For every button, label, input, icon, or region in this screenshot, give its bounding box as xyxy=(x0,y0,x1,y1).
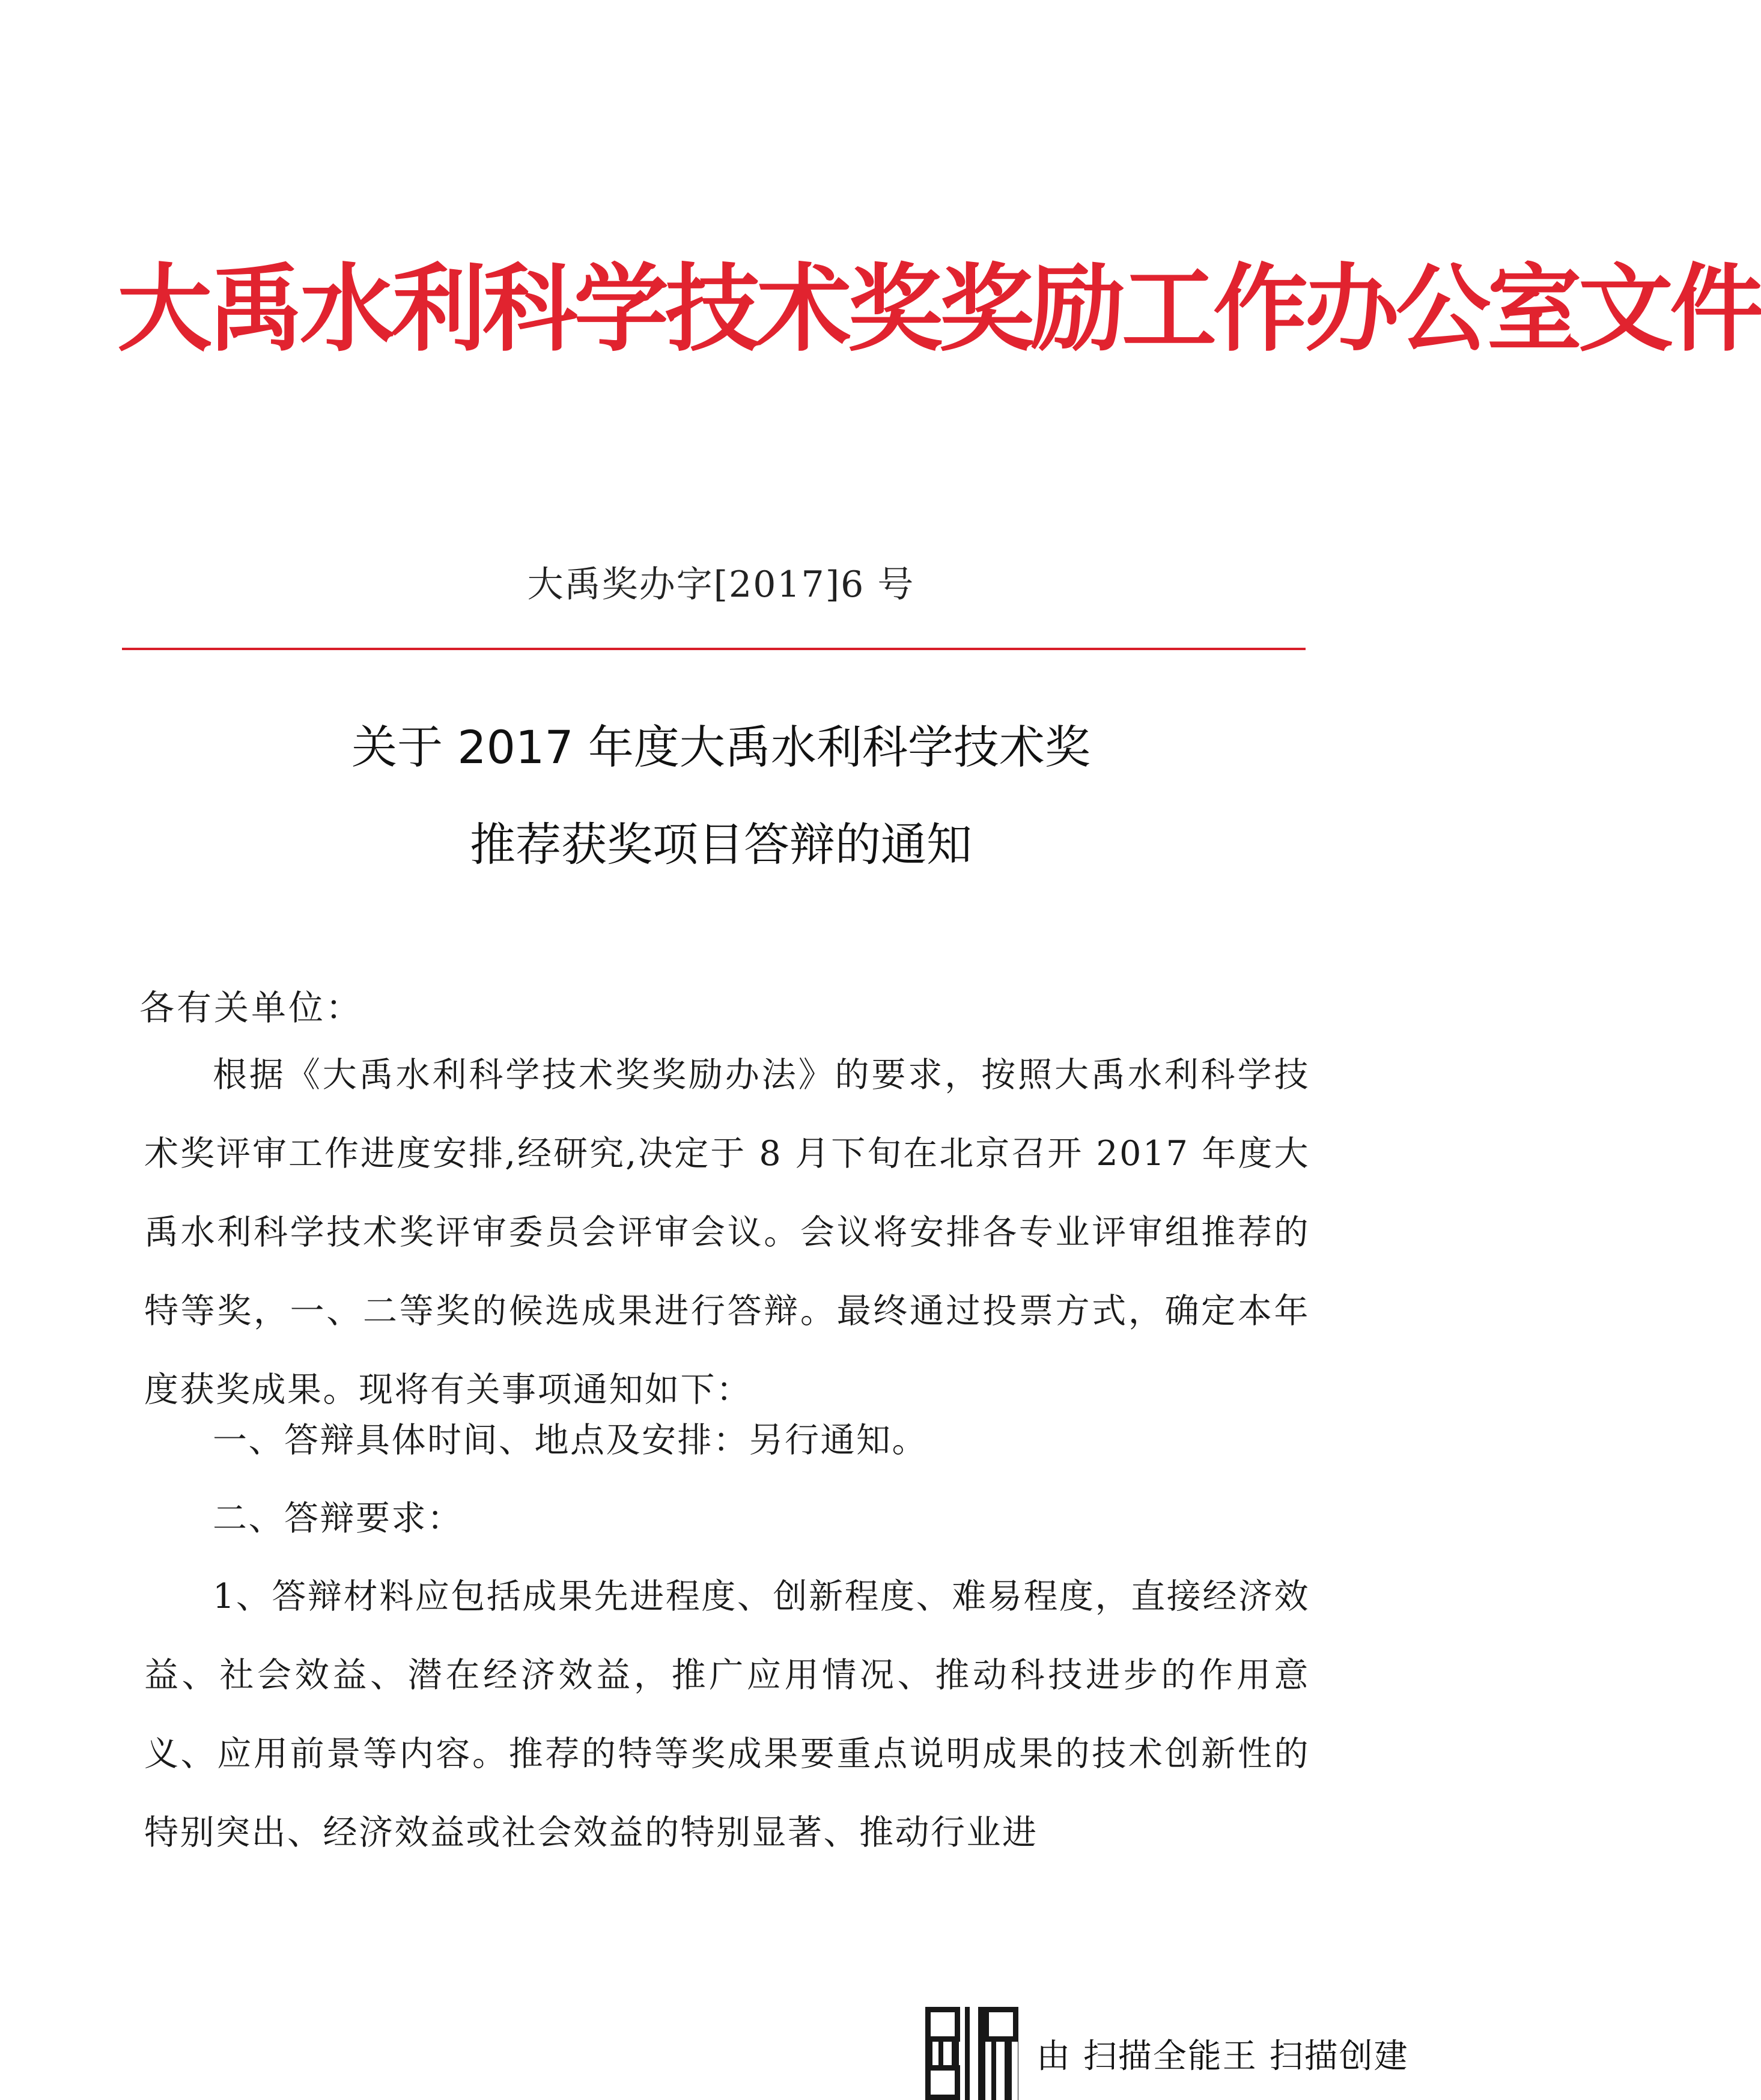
body-item-1: 一、答辩具体时间、地点及安排：另行通知。 xyxy=(213,1420,928,1460)
notice-title-line-1: 关于 2017 年度大禹水利科学技术奖 xyxy=(351,720,1090,774)
body-paragraph-3: 1、答辩材料应包括成果先进程度、创新程度、难易程度，直接经济效益、社会效益、潜在经济效益，推广应用情况、推动科技进步的作用意义、应用前景等内容。推荐的特等奖成果要重点说明成果的技术创新性的特别突出、经济效益或社会效益的特别显著、推动行业进 xyxy=(144,1577,1310,1852)
red-divider-line xyxy=(122,648,1306,650)
document-number: 大禹奖办字[2017]6 号 xyxy=(527,564,915,606)
scanner-watermark xyxy=(925,2007,1409,2100)
scanner-credit-text: 由 扫描全能王 扫描创建 xyxy=(1036,2036,1409,2076)
org-header-title: 大禹水利科学技术奖奖励工作办公室文件 xyxy=(117,254,1761,365)
body-item-2: 二、答辩要求： xyxy=(213,1499,463,1538)
salutation: 各有关单位： xyxy=(139,987,363,1028)
notice-title-line-2: 推荐获奖项目答辩的通知 xyxy=(470,818,972,871)
body-paragraph-1: 根据《大禹水利科学技术奖奖励办法》的要求，按照大禹水利科学技术奖评审工作进度安排,经研究,决定于 8 月下旬在北京召开 2017 年度大禹水利科学技术奖评审委员会评审会议。会议将安排各专业评审组推荐的特等奖，一、二等奖的候选成果进行答辩。最终通过投票方式，确定本年度获奖成果。现将有关事项通知如下： xyxy=(144,1055,1310,1410)
qr-code-icon xyxy=(925,2007,1018,2100)
